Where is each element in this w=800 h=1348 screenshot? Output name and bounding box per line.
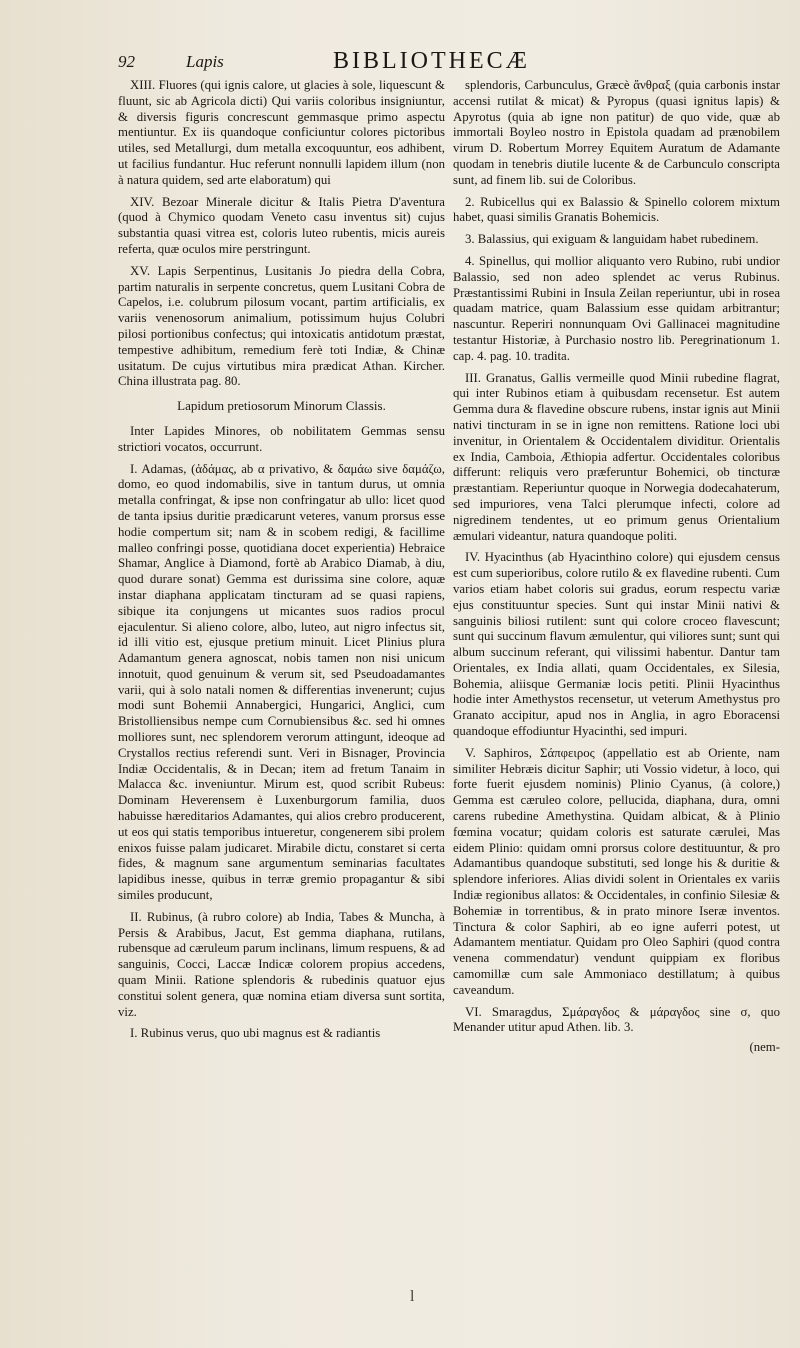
footer-mark: l xyxy=(410,1288,415,1305)
right-column xyxy=(453,78,780,1056)
catchword: (nem- xyxy=(749,1040,780,1055)
paragraph-balassius: 3. Balassius, qui exiguam & languidam habet rubedinem. xyxy=(465,232,759,247)
paragraph-adamas: I. Adamas, (ἀδάμας, ab α privativo, & δαμάω sive δαμάζω, domo, eo quod indomabilis, sive in tantum durus, ut omnia metalla confringat, & ipse non confringatur ab ullo: licet quod de tanta ipsius duritie prædicarunt veteres, vanum prorsus esse hodie compertum sit; nam & in scobem redigi, & facillime malleo confringi posse, quotidiana docet experientia) Hebraice Shamar, Anglice à Diamond, fortè ab Arabico Diamab, à diu, quod durare sonat) Gemma est durissima sine colore, aquæ instar diaphana applicatam tincturam ad se quasi rapiens, sibique ita conjungens ut micantes suos radios procul ejaculentur. Si alieno colore, albo, luteo, aut nigro infectus sit, id illi vitio est, ejusque pretium minuit. Licet Plinius plura Adamantum genera agnoscat, nobis tamen non nisi unicum innotuit, quod genuinum & verum sit, sed Pseudoadamantes varii, qui à solo natali nomen & differentias invenerunt; cujus modi sunt Bohemii Annabergici, Hungarici, Anglici, cum Bristolliensibus nempe cum Cornubiensibus &c. sed hi omnes molliores sunt, nec splendorem verorum attingunt, ideoque ad Crystallos rectius referendi sunt. Veri in Bisnager, Provincia Indiæ Occidentalis, & in Decan; item ad fretum Tanaim in Malacca &c. inveniuntur. Mirum est, quod scribit Rubeus: Dominam Heverensem è Luxenburgorum familia, duos habuisse hæreditarios Adamantes, qui alios crebro producerent, ut eos qui statis temporibus intueretur, congenerem sibi prolem enixos fuisse palam judicaret. Mirabile dictu, constaret si certa fides, & magnum sane argumentum seminarias facultates lapidibus inesse, quibus in terræ gremio propagantur & sibi similes producunt, xyxy=(118,461,445,903)
paragraph-intro-minores: Inter Lapides Minores, ob nobilitatem Gemmas sensu strictiori vocatos, occurrunt. xyxy=(118,423,445,454)
paragraph-hyacinthus: IV. Hyacinthus (ab Hyacinthino colore) qui ejusdem census est cum superioribus, colore rutilo & ex flavedine rubenti. Cum varios etiam habet coloris sui gradus, eorum respectu variæ ejus constituuntur species. Sunt qui instar Minii nativi & sanguinis biliosi rutilent: sunt qui colore croceo flavescunt; sunt qui succinum flavum æmulentur, qui viliores sunt; sunt qui album succinum referant, qui vilissimi habentur. Dantur tam Orientales, ex India allati, quam Occidentales, ex Silesia, Bohemia, aliisque Germaniæ locis petiti. Plinii Hyacinthus hodie inter Amethystos recensetur, ut veterum Amethystus pro Granato accipitur, apud nos in Anglia, in agro Eboracensi quandoque effodiuntur Hyacinthi, sed impuri. xyxy=(453,550,780,739)
paragraph-granatus: III. Granatus, Gallis vermeille quod Minii rubedine flagrat, qui inter Rubinos etiam à quibusdam recensetur. Est autem Gemma dura & flavedine obscure rubens, instar ignis aut Minii nativi tincturam in se in igne non remittens. Ratione loci ubi invenitur, in Orientalem & Occidentalem dividitur. Orientalis ex India, Camboia, Æthiopia adfertur. Occidentales coloribus differunt: reliquis vero præferuntur Bohemici, ob tincturæ præstantiam. Reperiuntur quoque in Norwegia dodecahaterum, sed impuriores, vena Talci plerumque infecti, colore ad nigredinem tendentes, ut eo primum genus Orientalium æmulari videantur, natura quandoque politi. xyxy=(453,370,780,543)
paragraph-spinellus: 4. Spinellus, qui mollior aliquanto vero Rubino, rubi undior Balassio, sed non adeo splendet ac verus Rubinus. Præstantissimi Rubini in Insula Zeilan reperiuntur, ubi in rosea quadam matrice, quam Balassium esse quidam arbitrantur; nascuntur. Reperiri nonnunquam Ovi Gallinacei magnitudine testantur Historiæ, à Purchasio nostro lib. Peregrinationum 1. cap. 4. pag. 10. tradita. xyxy=(453,253,780,363)
page-header xyxy=(118,48,780,76)
paragraph-carbunculus: splendoris, Carbunculus, Græcè ἄνθραξ (quia carbonis instar accensi rutilat & micat) & Pyropus (quasi ignitus lapis) & Apyrotus (quia ab igne non patitur) de quo vide, quæ ab immortali Boyleo nostro in Epistola quadam ad prænobilem virum D. Robertum Morrey Equitem Auratum de Adamante quodam in tenebris diutile lucente & de Carbunculo conscripta sunt, ad finem lib. sui de Coloribus. xyxy=(453,78,780,187)
paragraph-rubinus-verus: I. Rubinus verus, quo ubi magnus est & radiantis xyxy=(130,1026,381,1041)
text-columns xyxy=(118,78,780,1056)
paragraph-lapis-serpentinus: XV. Lapis Serpentinus, Lusitanis Jo piedra della Cobra, partim naturalis in serpente concretus, quem Lusitani Cobra de Capelos, i.e. colubrum pilosum vocant, partim artificialis, ex variis venenosorum animalium, potissimum hujus Colubri pilosi portionibus confectus; qui intoxicatis antidotum præstat, tempestive adhibitum, remedium ferè toti Indiæ, & Chinæ usitatum. De cujus virtutibus mira prædicat Athan. Kircher. China illustrata pag. 80. xyxy=(118,263,445,389)
paragraph-rubinus: II. Rubinus, (à rubro colore) ab India, Tabes & Muncha, à Persis & Arabibus, Jacut, Est gemma diaphana, rutilans, rubensque ad cæruleum parum inclinans, limum respuens, & ad sanguinis, Cocci, Laccæ Indicæ colorem propius accedens, quam Minii. Ratione splendoris & rubedinis quatuor ejus constitui solent genera, quæ nomina etiam diversa sunt sortita, viz. xyxy=(118,909,445,1019)
running-head-word: Lapis xyxy=(186,52,224,71)
left-column xyxy=(118,78,445,1056)
running-title: BIBLIOTHECÆ xyxy=(333,48,530,74)
paragraph-saphiros: V. Saphiros, Σάπφειρος (appellatio est ab Oriente, nam similiter Hebræis dicitur Saphir; uti Vossio videtur, à loco, qui forte fuerit ejusdem nominis) Plinio Cyanus, (à colore,) Gemma est cæruleo colore, pellucida, diaphana, dura, omni carens rubedine Amethystina. Quidam albicat, & à Plinio fœmina vocatur; quidam coloris est saturate cærulei, Mas eidem Plinio: quidam omni prorsus colore destituuntur, & pro Adamantibus quandoque substituti, sed longe his & duritie & splendore inferiores. Alias dividi solent in Orientales ex variis Indiæ regionibus allatos: & Occidentales, in confinio Silesiæ & Bohemiæ in torrentibus, & in prato minore Iseræ inventos. Tinctura & color Saphiri, ab eo igne auferri potest, ut Adamantem mentiatur. Quidam pro Oleo Saphiri (quod contra venena commendatur) vendunt quippiam ex floribus camomillæ cum sale Ammoniaco destillatum; à quibus caveandum. xyxy=(453,745,780,997)
section-heading: Lapidum pretiosorum Minorum Classis. xyxy=(177,398,386,414)
paragraph-bezoar: XIV. Bezoar Minerale dicitur & Italis Pietra D'aventura (quod à Chymico quodam Veneto casu inventus sit) cujus substantia quasi vitrea est, coloris luteo rubentis, micis aureis referta, quæ oculos mire perstringunt. xyxy=(118,194,445,256)
paragraph-fluores: XIII. Fluores (qui ignis calore, ut glacies à sole, liquescunt & fluunt, sic ab Agricola dicti) Qui variis coloribus insigniuntur, & diversis figuris concrescunt gemmasque primo aspectu mentiuntur. Ex iis quandoque conficiuntur colores pictoribus utiles, sed Metallurgi, dum metalla excoquuntur, eos adhibent, ut facilius fundantur. Huc referunt nonnulli lapidem illum (non à natura quidem, sed arte elaboratum) qui xyxy=(118,78,445,187)
page-number: 92 xyxy=(118,52,135,71)
paragraph-rubicellus: 2. Rubicellus qui ex Balassio & Spinello colorem mixtum habet, quasi similis Granatis Bohemicis. xyxy=(453,194,780,225)
paragraph-smaragdus: VI. Smaragdus, Σμάραγδος & μάραγδος sine σ, quo Menander utitur apud Athen. lib. 3. xyxy=(453,1004,780,1035)
